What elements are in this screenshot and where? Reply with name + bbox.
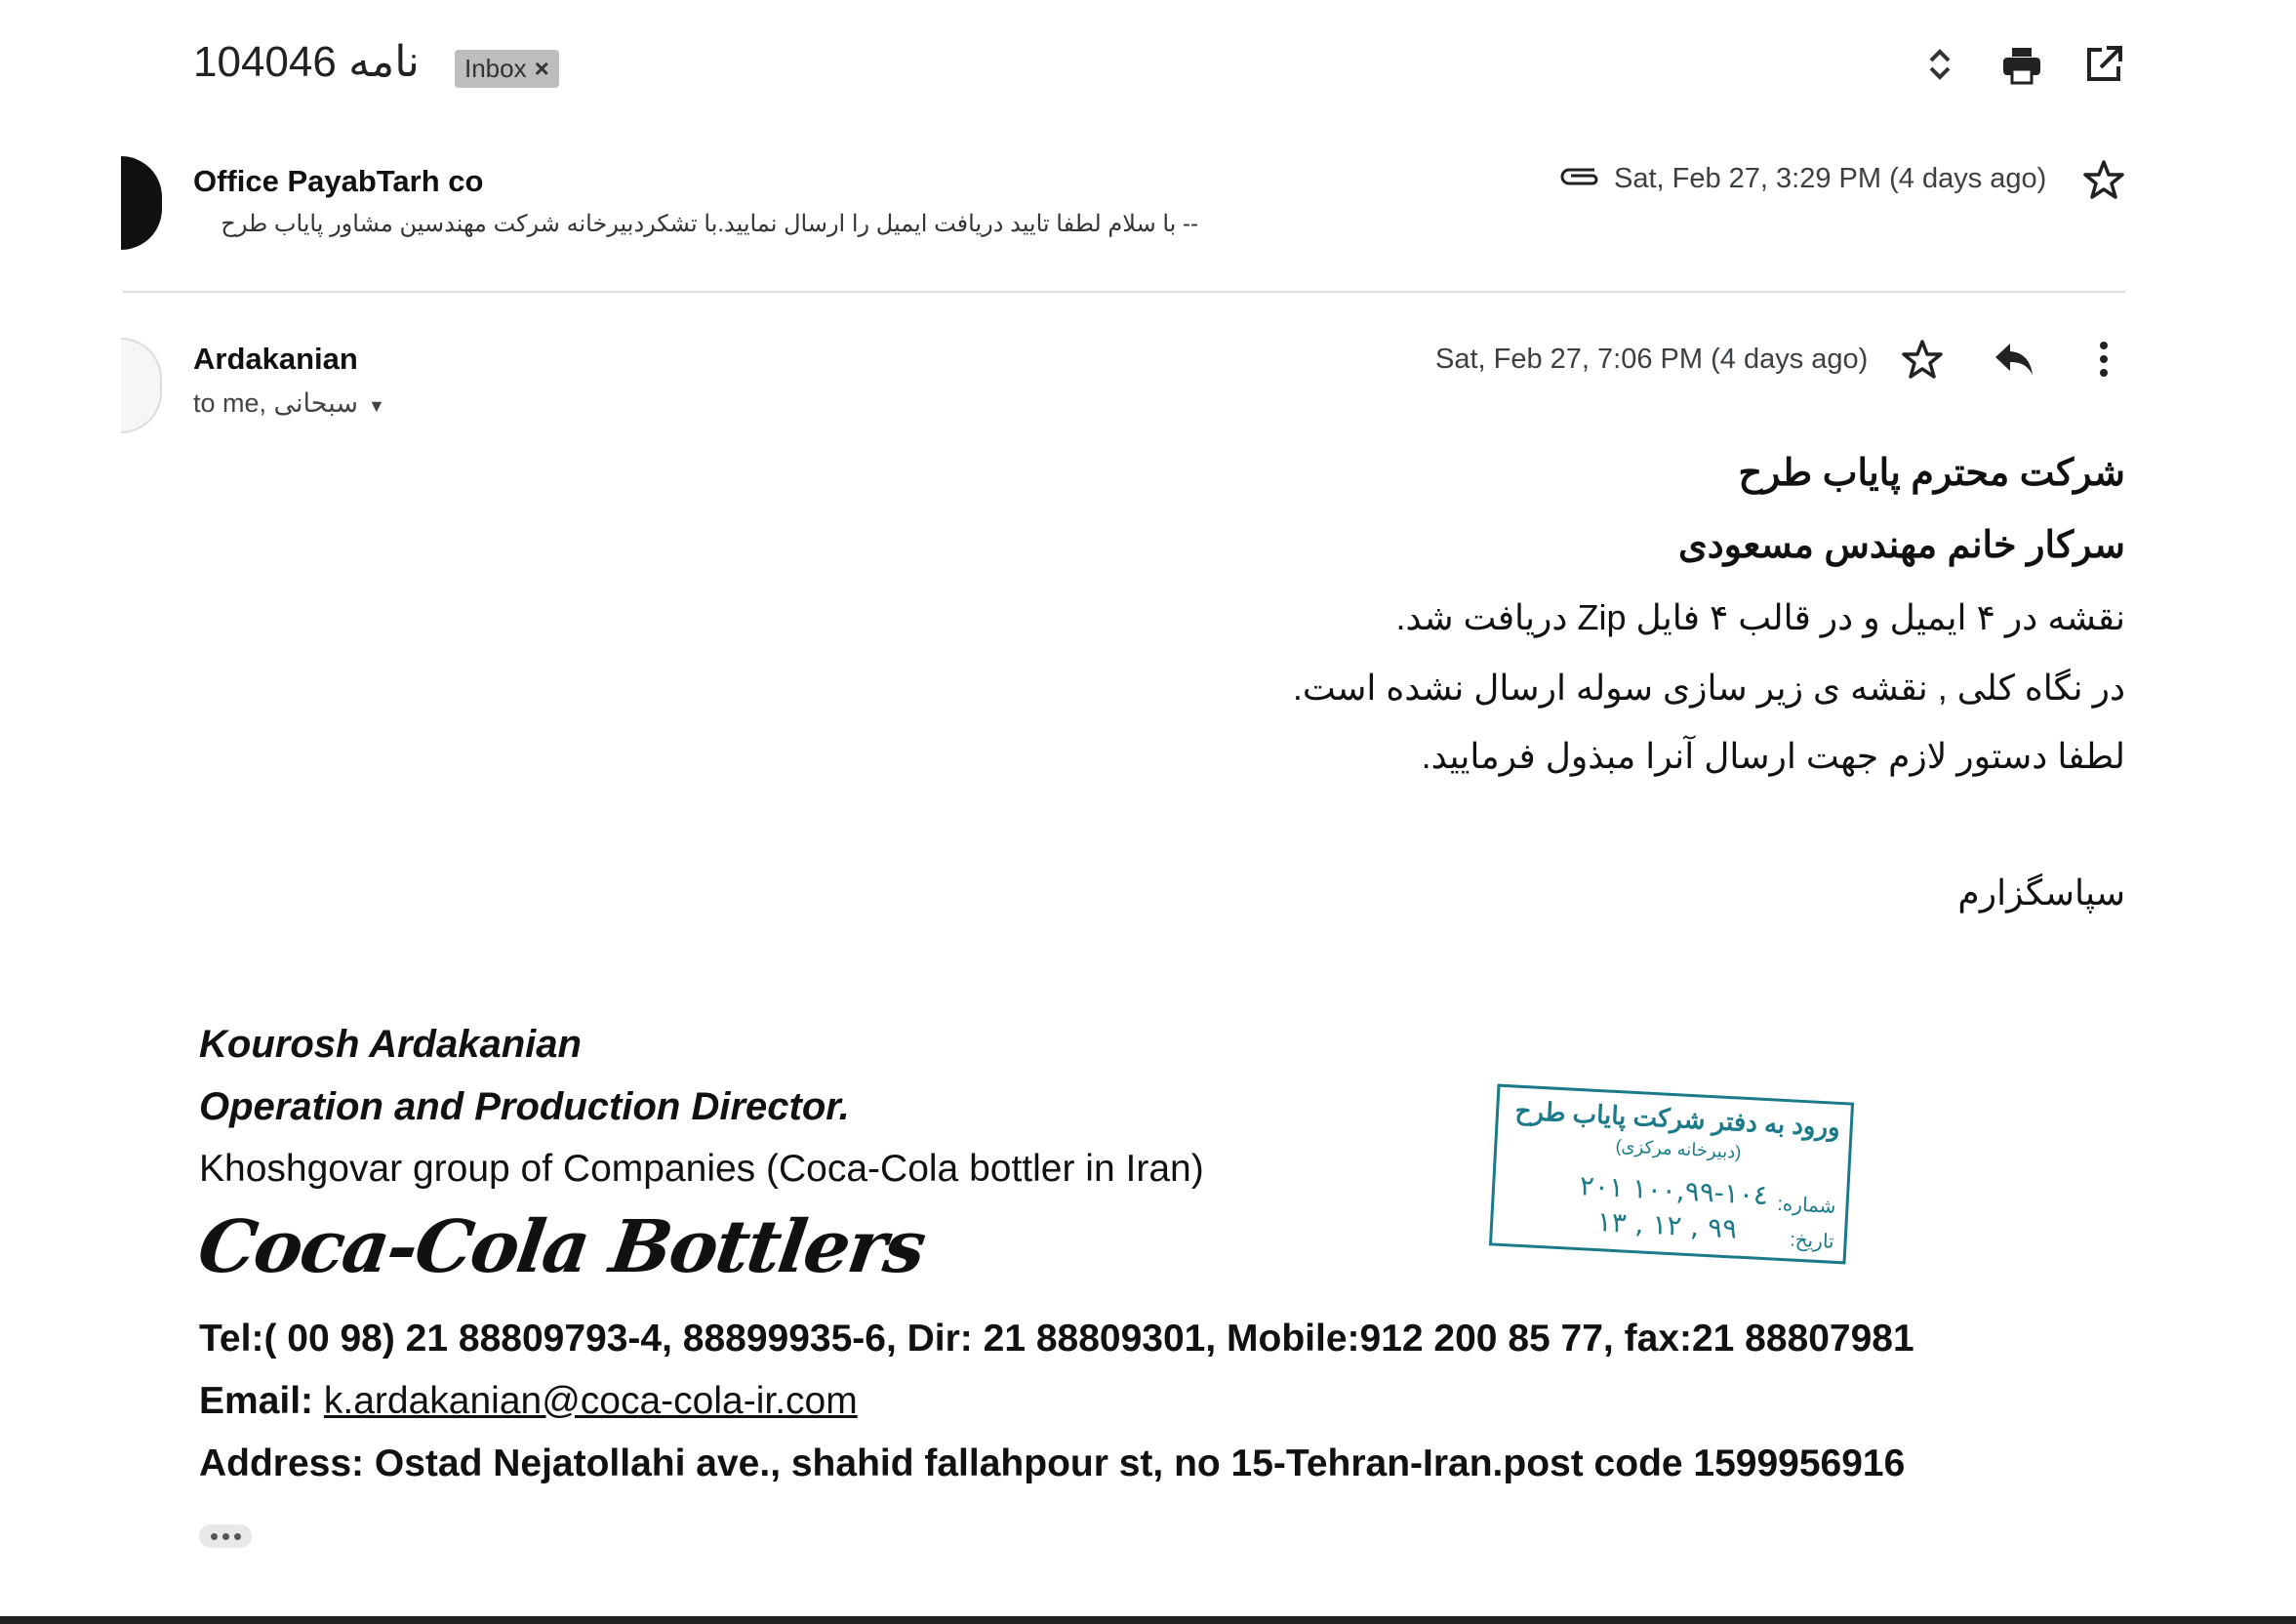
email-label: Email: — [199, 1380, 314, 1422]
stamp-title: ورود به دفتر شرکت پایاب طرح — [1514, 1095, 1841, 1142]
chevron-down-icon[interactable]: ▼ — [367, 396, 385, 416]
sender-name[interactable]: Office PayabTarh co — [193, 164, 484, 198]
sender-avatar[interactable] — [121, 156, 162, 250]
signature-address: Address: Ostad Nejatollahi ave., shahid fallahpour st, no 15-Tehran-Iran.post code 1599956916 — [199, 1442, 1906, 1484]
sender-name[interactable]: Ardakanian — [193, 342, 358, 376]
body-closing: سپاسگزارم — [1957, 873, 2125, 913]
reply-icon[interactable] — [1993, 338, 2035, 386]
body-line: سرکار خانم مهندس مسعودی — [1678, 525, 2125, 566]
stamp-number-value: ۱۰۰,۹۹-۱۰٤ ۲۰۱ — [1579, 1169, 1769, 1212]
body-line: لطفا دستور لازم جهت ارسال آنرا مبذول فرمایید. — [1421, 736, 2125, 776]
signature-phone: Tel:( 00 98) 21 88809793-4, 88899935-6, Dir: 21 88809301, Mobile:912 200 85 77, fax:21 88807981 — [199, 1318, 1914, 1360]
message-divider — [123, 291, 2125, 293]
body-line: در نگاه کلی , نقشه ی زیر سازی سوله ارسال نشده است. — [1292, 668, 2125, 708]
scan-edge — [0, 1616, 2296, 1624]
remove-label-icon[interactable]: × — [534, 54, 549, 83]
inbox-label-chip[interactable] — [455, 50, 559, 88]
show-trimmed-content-button[interactable] — [199, 1524, 252, 1548]
inbox-label-text: Inbox — [464, 54, 527, 83]
body-line: شرکت محترم پایاب طرح — [1738, 453, 2125, 494]
stamp-number-label: شماره: — [1776, 1193, 1837, 1218]
star-icon[interactable] — [2082, 158, 2125, 206]
office-stamp — [1489, 1084, 1854, 1265]
expand-collapse-icon[interactable] — [1918, 43, 1961, 86]
message-date: Sat, Feb 27, 7:06 PM (4 days ago) — [1435, 344, 1869, 375]
signature-email-row — [199, 1380, 858, 1423]
print-icon[interactable] — [2000, 43, 2043, 86]
signature-company: Khoshgovar group of Companies (Coca-Cola bottler in Iran) — [199, 1148, 1204, 1190]
email-subject: 104046 نامه — [193, 38, 420, 86]
recipients-text: to me, سبحانی — [193, 388, 358, 418]
stamp-date-value: ۹۹ , ۱۲ , ۱۳ — [1595, 1205, 1739, 1245]
attachment-icon — [1557, 162, 1602, 194]
signature-name: Kourosh Ardakanian — [199, 1023, 582, 1066]
body-line: نقشه در ۴ ایمیل و در قالب ۴ فایل Zip دریافت شد. — [1395, 597, 2125, 637]
sender-avatar[interactable] — [121, 338, 162, 433]
stamp-subtitle: (دبیرخانه مرکزی) — [1615, 1135, 1742, 1162]
open-in-new-window-icon[interactable] — [2082, 43, 2125, 86]
email-link[interactable]: k.ardakanian@coca-cola-ir.com — [323, 1380, 858, 1422]
recipients-details[interactable] — [193, 388, 385, 419]
message-snippet[interactable]: -- با سلام لطفا تایید دریافت ایمیل را ارسال نمایید.با تشکردبیرخانه شرکت مهندسین مشاور پایاب طرح — [221, 211, 1198, 237]
coca-cola-bottlers-logo: Coca-Cola Bottlers — [192, 1205, 930, 1289]
stamp-date-label: تاریخ: — [1789, 1229, 1835, 1253]
more-options-icon[interactable] — [2082, 338, 2125, 386]
star-icon[interactable] — [1901, 338, 1944, 386]
signature-title: Operation and Production Director. — [199, 1085, 850, 1128]
message-date: Sat, Feb 27, 3:29 PM (4 days ago) — [1614, 163, 2047, 194]
